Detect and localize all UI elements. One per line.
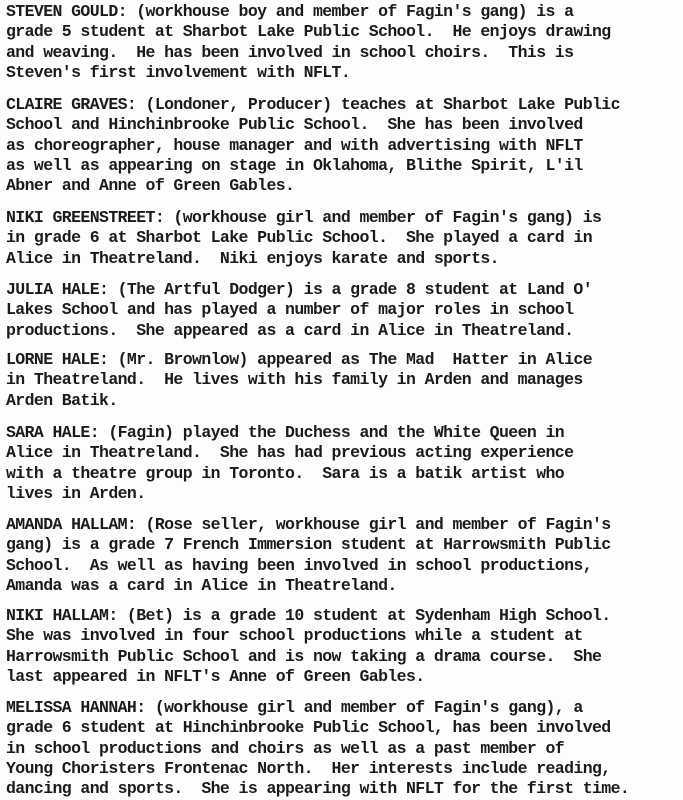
bio-line: as choreographer, house manager and with advertising with NFLT (6, 135, 583, 155)
bio-lorne-hale (6, 350, 592, 411)
bio-line: SARA HALE: (Fagin) played the Duchess and the White Queen in (6, 423, 565, 442)
bio-line: lives in Arden. (6, 483, 146, 503)
bio-line: MELISSA HANNAH: (workhouse girl and member of Fagin's gang), a (6, 698, 583, 717)
bio-line: School. As well as having been involved in school productions, (6, 555, 593, 575)
bio-line: productions. She appeared as a card in Alice in Theatreland. (6, 320, 574, 340)
bio-steven-gould (6, 2, 611, 83)
bio-line: grade 6 student at Hinchinbrooke Public School, has been involved (6, 718, 611, 738)
bio-line: and weaving. He has been involved in school choirs. This is (6, 42, 574, 62)
bio-line: JULIA HALE: (The Artful Dodger) is a grade 8 student at Land O' (6, 280, 593, 299)
bio-line: NIKI HALLAM: (Bet) is a grade 10 student at Sydenham High School. (6, 606, 611, 625)
bio-line: Amanda was a card in Alice in Theatreland. (6, 575, 397, 595)
bio-line: Lakes School and has played a number of major roles in school (6, 300, 574, 320)
bio-line: Harrowsmith Public School and is now taking a drama course. She (6, 646, 602, 666)
bio-line: Steven's first involvement with NFLT. (6, 62, 351, 82)
bio-line: in Theatreland. He lives with his family in Arden and manages (6, 370, 583, 390)
bio-line: in grade 6 at Sharbot Lake Public School. She played a card in (6, 228, 593, 248)
bio-line: dancing and sports. She is appearing with NFLT for the first time. (6, 779, 630, 799)
bio-amanda-hallam (6, 515, 611, 596)
bio-claire-graves (6, 95, 620, 196)
bio-julia-hale (6, 280, 592, 341)
bio-line: CLAIRE GRAVES: (Londoner, Producer) teaches at Sharbot Lake Public (6, 95, 620, 114)
bio-line: School and Hinchinbrooke Public School. She has been involved (6, 115, 583, 135)
bio-line: NIKI GREENSTREET: (workhouse girl and member of Fagin's gang) is (6, 208, 602, 227)
bio-line: Alice in Theatreland. She has had previous acting experience (6, 443, 574, 463)
bio-sara-hale (6, 423, 573, 504)
bio-niki-hallam (6, 606, 611, 687)
bio-line: Alice in Theatreland. Niki enjoys karate and sports. (6, 248, 499, 268)
bio-melissa-hannah (6, 698, 629, 799)
bio-line: She was involved in four school productions while a student at (6, 626, 583, 646)
bio-line: gang) is a grade 7 French Immersion student at Harrowsmith Public (6, 535, 611, 555)
bio-line: LORNE HALE: (Mr. Brownlow) appeared as The Mad Hatter in Alice (6, 350, 593, 369)
bio-line: AMANDA HALLAM: (Rose seller, workhouse girl and member of Fagin's (6, 515, 611, 534)
bio-line: Young Choristers Frontenac North. Her interests include reading, (6, 758, 611, 778)
bio-niki-greenstreet (6, 208, 601, 269)
bio-line: with a theatre group in Toronto. Sara is a batik artist who (6, 463, 565, 483)
bio-line: Arden Batik. (6, 390, 118, 410)
bio-line: grade 5 student at Sharbot Lake Public School. He enjoys drawing (6, 22, 611, 42)
bio-line: last appeared in NFLT's Anne of Green Gables. (6, 666, 425, 686)
bio-line: Abner and Anne of Green Gables. (6, 176, 295, 196)
bio-line: in school productions and choirs as well as a past member of (6, 738, 565, 758)
bio-line: as well as appearing on stage in Oklahoma, Blithe Spirit, L'il (6, 155, 583, 175)
bio-line: STEVEN GOULD: (workhouse boy and member of Fagin's gang) is a (6, 2, 574, 21)
